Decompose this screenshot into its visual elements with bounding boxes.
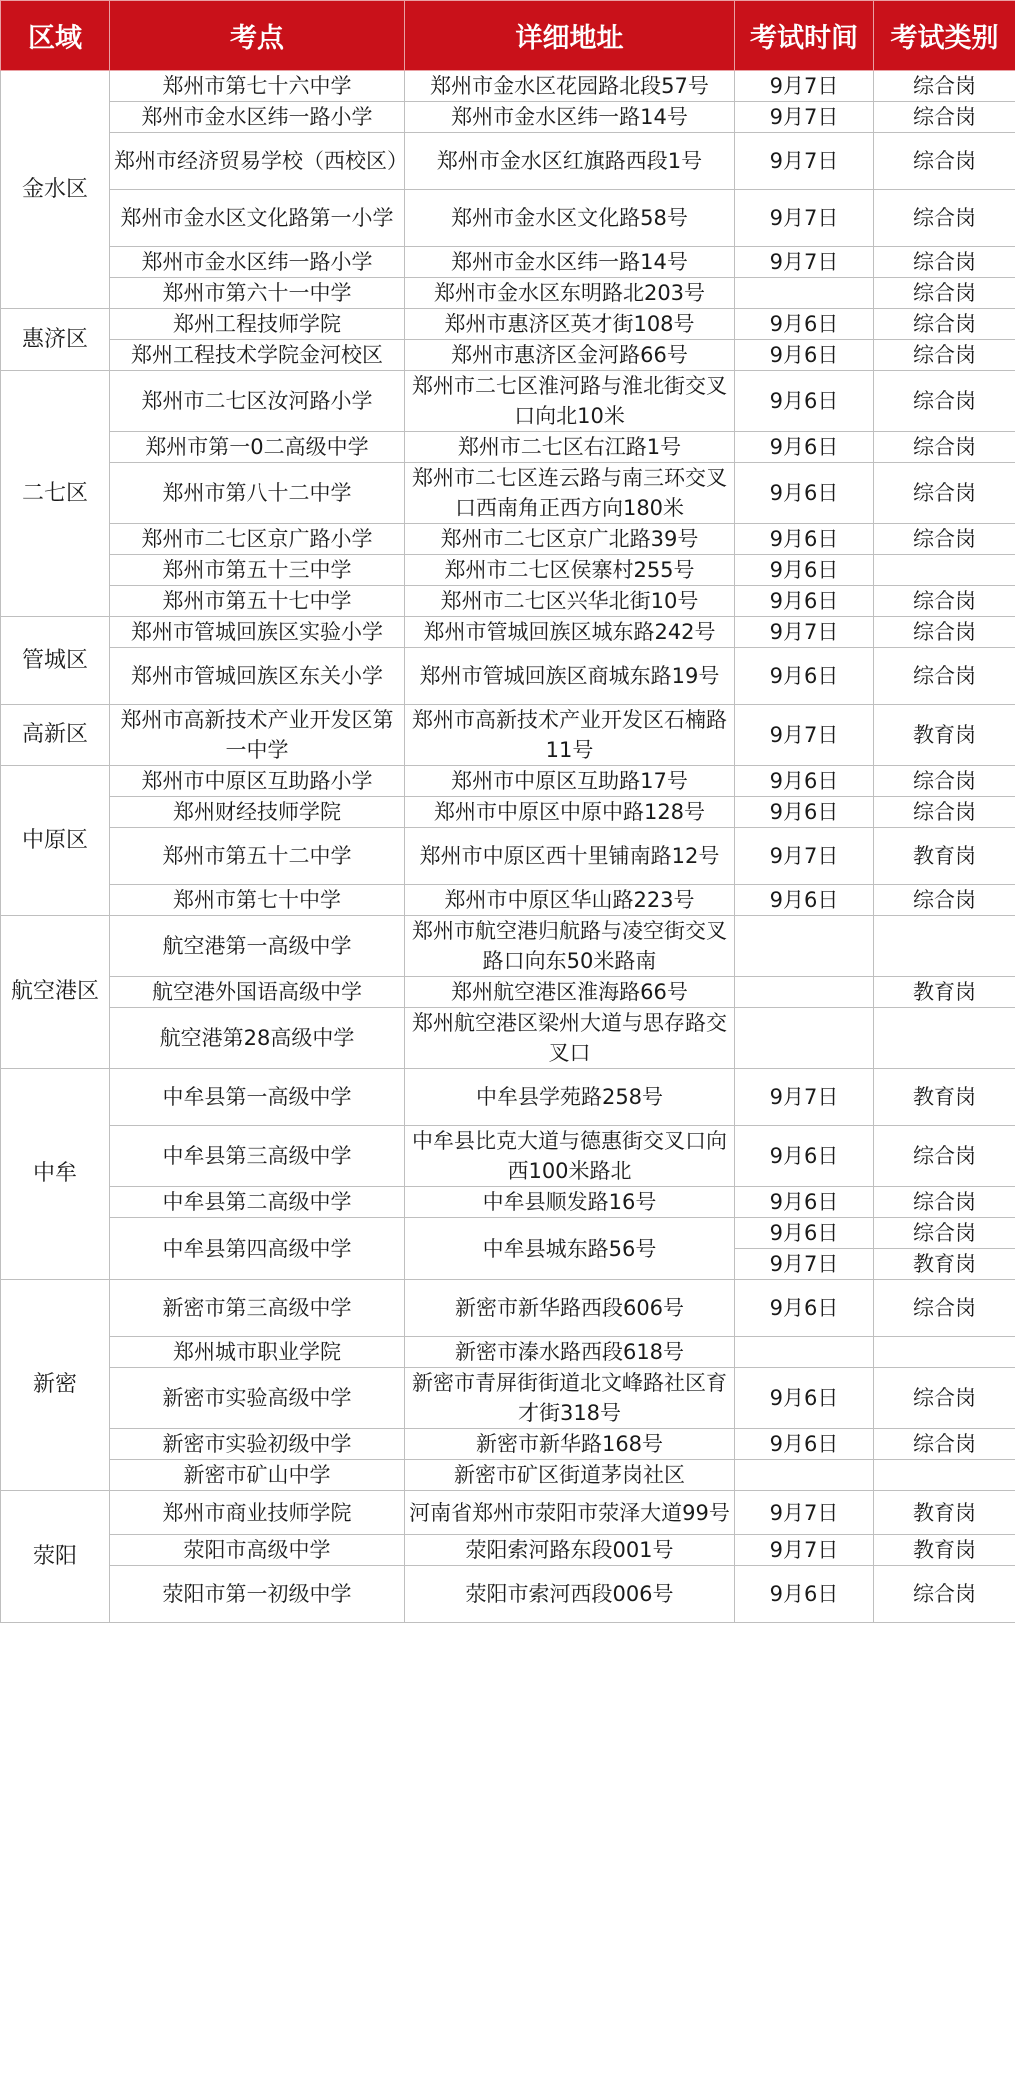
time-cell: 9月6日 <box>735 1429 874 1460</box>
address-cell: 郑州市二七区淮河路与淮北街交叉口向北10米 <box>405 371 735 432</box>
table-row <box>1 102 1015 133</box>
address-cell: 郑州市二七区京广北路39号 <box>405 524 735 555</box>
time-cell <box>735 1008 874 1069</box>
type-cell: 综合岗 <box>874 190 1015 247</box>
table-row <box>1 1368 1015 1429</box>
table-row <box>1 71 1015 102</box>
time-cell: 9月7日 <box>735 828 874 885</box>
type-cell: 综合岗 <box>874 1368 1015 1429</box>
time-cell <box>735 1460 874 1491</box>
type-cell: 教育岗 <box>874 1069 1015 1126</box>
site-cell: 航空港第28高级中学 <box>110 1008 405 1069</box>
address-cell: 郑州市二七区侯寨村255号 <box>405 555 735 586</box>
site-cell: 郑州市金水区纬一路小学 <box>110 247 405 278</box>
time-cell: 9月7日 <box>735 1535 874 1566</box>
address-cell: 新密市矿区街道茅岗社区 <box>405 1460 735 1491</box>
time-cell: 9月7日 <box>735 133 874 190</box>
site-cell: 郑州市高新技术产业开发区第一中学 <box>110 705 405 766</box>
header-region: 区域 <box>1 1 110 71</box>
address-cell: 郑州市金水区花园路北段57号 <box>405 71 735 102</box>
address-cell: 郑州市航空港归航路与凌空街交叉路口向东50米路南 <box>405 916 735 977</box>
address-cell: 郑州航空港区淮海路66号 <box>405 977 735 1008</box>
site-cell: 郑州市经济贸易学校（西校区） <box>110 133 405 190</box>
time-cell: 9月7日 <box>735 617 874 648</box>
table-row <box>1 797 1015 828</box>
region-cell: 惠济区 <box>1 309 110 371</box>
address-cell: 郑州市金水区红旗路西段1号 <box>405 133 735 190</box>
table-row <box>1 648 1015 705</box>
address-cell: 郑州市二七区兴华北街10号 <box>405 586 735 617</box>
time-cell: 9月6日 <box>735 1368 874 1429</box>
type-cell: 教育岗 <box>874 977 1015 1008</box>
type-cell: 综合岗 <box>874 648 1015 705</box>
type-cell: 综合岗 <box>874 797 1015 828</box>
table-row <box>1 371 1015 432</box>
time-cell: 9月6日 <box>735 648 874 705</box>
type-cell: 综合岗 <box>874 1187 1015 1218</box>
table-row <box>1 1566 1015 1623</box>
site-cell: 中牟县第四高级中学 <box>110 1218 405 1280</box>
table-row <box>1 1280 1015 1337</box>
time-cell: 9月7日 <box>735 102 874 133</box>
region-cell: 高新区 <box>1 705 110 766</box>
address-cell: 新密市青屏街街道北文峰路社区育才街318号 <box>405 1368 735 1429</box>
type-cell: 综合岗 <box>874 133 1015 190</box>
address-cell: 郑州市中原区华山路223号 <box>405 885 735 916</box>
site-cell: 郑州市第七十中学 <box>110 885 405 916</box>
site-cell: 郑州市中原区互助路小学 <box>110 766 405 797</box>
region-cell: 金水区 <box>1 71 110 309</box>
time-cell: 9月6日 <box>735 797 874 828</box>
table-row <box>1 278 1015 309</box>
header-row <box>1 1 1015 71</box>
address-cell: 郑州市惠济区金河路66号 <box>405 340 735 371</box>
table-row <box>1 524 1015 555</box>
region-cell: 荥阳 <box>1 1491 110 1623</box>
site-cell: 郑州市二七区京广路小学 <box>110 524 405 555</box>
site-cell: 新密市实验初级中学 <box>110 1429 405 1460</box>
region-cell: 中原区 <box>1 766 110 916</box>
address-cell: 中牟县比克大道与德惠街交叉口向西100米路北 <box>405 1126 735 1187</box>
time-cell: 9月6日 <box>735 371 874 432</box>
time-cell: 9月7日 <box>735 247 874 278</box>
region-cell: 航空港区 <box>1 916 110 1069</box>
type-cell: 综合岗 <box>874 71 1015 102</box>
type-cell: 综合岗 <box>874 247 1015 278</box>
time-cell: 9月7日 <box>735 1069 874 1126</box>
site-cell: 荥阳市高级中学 <box>110 1535 405 1566</box>
type-cell: 综合岗 <box>874 617 1015 648</box>
time-cell <box>735 278 874 309</box>
site-cell: 郑州财经技师学院 <box>110 797 405 828</box>
time-cell <box>735 916 874 977</box>
table-row <box>1 885 1015 916</box>
type-cell: 综合岗 <box>874 340 1015 371</box>
address-cell: 郑州市金水区纬一路14号 <box>405 247 735 278</box>
time-cell: 9月7日 <box>735 705 874 766</box>
time-cell: 9月6日 <box>735 432 874 463</box>
site-cell: 郑州城市职业学院 <box>110 1337 405 1368</box>
site-cell: 航空港外国语高级中学 <box>110 977 405 1008</box>
type-cell: 综合岗 <box>874 371 1015 432</box>
address-cell: 河南省郑州市荥阳市荥泽大道99号 <box>405 1491 735 1535</box>
type-cell: 综合岗 <box>874 309 1015 340</box>
site-cell: 郑州市管城回族区东关小学 <box>110 648 405 705</box>
header-site: 考点 <box>110 1 405 71</box>
type-cell <box>874 555 1015 586</box>
table-row <box>1 1337 1015 1368</box>
time-cell: 9月6日 <box>735 1566 874 1623</box>
type-cell <box>874 916 1015 977</box>
site-cell: 中牟县第一高级中学 <box>110 1069 405 1126</box>
site-cell: 郑州市管城回族区实验小学 <box>110 617 405 648</box>
table-row <box>1 617 1015 648</box>
time-cell: 9月6日 <box>735 1126 874 1187</box>
type-cell: 教育岗 <box>874 1535 1015 1566</box>
site-cell: 郑州市金水区纬一路小学 <box>110 102 405 133</box>
table-body <box>1 71 1015 1623</box>
address-cell: 郑州市金水区东明路北203号 <box>405 278 735 309</box>
table-row <box>1 463 1015 524</box>
address-cell: 新密市溱水路西段618号 <box>405 1337 735 1368</box>
type-cell <box>874 1337 1015 1368</box>
site-cell: 郑州市商业技师学院 <box>110 1491 405 1535</box>
type-cell: 综合岗 <box>874 1280 1015 1337</box>
site-cell: 郑州市第八十二中学 <box>110 463 405 524</box>
type-cell: 综合岗 <box>874 1566 1015 1623</box>
table-row <box>1 1491 1015 1535</box>
table-row <box>1 705 1015 766</box>
time-cell: 9月7日 <box>735 71 874 102</box>
table-row <box>1 1069 1015 1126</box>
type-cell <box>874 1008 1015 1069</box>
address-cell: 中牟县顺发路16号 <box>405 1187 735 1218</box>
time-cell <box>735 1337 874 1368</box>
address-cell: 郑州市二七区右江路1号 <box>405 432 735 463</box>
address-cell: 郑州市惠济区英才街108号 <box>405 309 735 340</box>
site-cell: 郑州市金水区文化路第一小学 <box>110 190 405 247</box>
type-cell: 综合岗 <box>874 1218 1015 1249</box>
address-cell: 中牟县城东路56号 <box>405 1218 735 1280</box>
time-cell <box>735 977 874 1008</box>
site-cell: 郑州工程技师学院 <box>110 309 405 340</box>
site-cell: 郑州工程技术学院金河校区 <box>110 340 405 371</box>
address-cell: 中牟县学苑路258号 <box>405 1069 735 1126</box>
address-cell: 郑州市管城回族区商城东路19号 <box>405 648 735 705</box>
table-row <box>1 1187 1015 1218</box>
table-row <box>1 1008 1015 1069</box>
address-cell: 郑州航空港区梁州大道与思存路交叉口 <box>405 1008 735 1069</box>
site-cell: 新密市矿山中学 <box>110 1460 405 1491</box>
type-cell: 综合岗 <box>874 524 1015 555</box>
site-cell: 郑州市第一0二高级中学 <box>110 432 405 463</box>
region-cell: 新密 <box>1 1280 110 1491</box>
type-cell: 综合岗 <box>874 432 1015 463</box>
site-cell: 郑州市第五十三中学 <box>110 555 405 586</box>
address-cell: 郑州市管城回族区城东路242号 <box>405 617 735 648</box>
address-cell: 新密市新华路西段606号 <box>405 1280 735 1337</box>
time-cell: 9月6日 <box>735 524 874 555</box>
address-cell: 新密市新华路168号 <box>405 1429 735 1460</box>
table-header <box>1 1 1015 71</box>
table-row <box>1 828 1015 885</box>
time-cell: 9月6日 <box>735 340 874 371</box>
time-cell: 9月7日 <box>735 1249 874 1280</box>
table-row <box>1 247 1015 278</box>
table-row <box>1 309 1015 340</box>
table-row <box>1 432 1015 463</box>
type-cell: 综合岗 <box>874 102 1015 133</box>
address-cell: 郑州市高新技术产业开发区石楠路11号 <box>405 705 735 766</box>
table-row <box>1 1535 1015 1566</box>
address-cell: 郑州市二七区连云路与南三环交叉口西南角正西方向180米 <box>405 463 735 524</box>
type-cell: 教育岗 <box>874 828 1015 885</box>
address-cell: 郑州市中原区互助路17号 <box>405 766 735 797</box>
header-time: 考试时间 <box>735 1 874 71</box>
table-row <box>1 340 1015 371</box>
site-cell: 中牟县第三高级中学 <box>110 1126 405 1187</box>
table-row <box>1 1218 1015 1249</box>
site-cell: 新密市第三高级中学 <box>110 1280 405 1337</box>
table-row <box>1 977 1015 1008</box>
table-row <box>1 190 1015 247</box>
address-cell: 郑州市金水区纬一路14号 <box>405 102 735 133</box>
time-cell: 9月6日 <box>735 766 874 797</box>
type-cell: 综合岗 <box>874 1126 1015 1187</box>
table-row <box>1 586 1015 617</box>
site-cell: 郑州市第五十二中学 <box>110 828 405 885</box>
table-row <box>1 1429 1015 1460</box>
time-cell: 9月7日 <box>735 1491 874 1535</box>
type-cell: 综合岗 <box>874 278 1015 309</box>
table-row <box>1 555 1015 586</box>
header-type: 考试类别 <box>874 1 1015 71</box>
site-cell: 中牟县第二高级中学 <box>110 1187 405 1218</box>
address-cell: 荥阳市索河西段006号 <box>405 1566 735 1623</box>
type-cell: 综合岗 <box>874 463 1015 524</box>
table-row <box>1 1460 1015 1491</box>
table-row <box>1 1126 1015 1187</box>
type-cell: 综合岗 <box>874 1429 1015 1460</box>
region-cell: 管城区 <box>1 617 110 705</box>
time-cell: 9月6日 <box>735 309 874 340</box>
site-cell: 荥阳市第一初级中学 <box>110 1566 405 1623</box>
table-row <box>1 766 1015 797</box>
address-cell: 郑州市中原区中原中路128号 <box>405 797 735 828</box>
site-cell: 郑州市第五十七中学 <box>110 586 405 617</box>
site-cell: 新密市实验高级中学 <box>110 1368 405 1429</box>
time-cell: 9月6日 <box>735 555 874 586</box>
type-cell: 综合岗 <box>874 586 1015 617</box>
site-cell: 航空港第一高级中学 <box>110 916 405 977</box>
type-cell: 综合岗 <box>874 885 1015 916</box>
site-cell: 郑州市二七区汝河路小学 <box>110 371 405 432</box>
address-cell: 郑州市中原区西十里铺南路12号 <box>405 828 735 885</box>
header-address: 详细地址 <box>405 1 735 71</box>
site-cell: 郑州市第七十六中学 <box>110 71 405 102</box>
table-row <box>1 133 1015 190</box>
type-cell: 教育岗 <box>874 1249 1015 1280</box>
table-row <box>1 916 1015 977</box>
time-cell: 9月6日 <box>735 1218 874 1249</box>
time-cell: 9月7日 <box>735 190 874 247</box>
type-cell: 综合岗 <box>874 766 1015 797</box>
site-cell: 郑州市第六十一中学 <box>110 278 405 309</box>
region-cell: 二七区 <box>1 371 110 617</box>
type-cell: 教育岗 <box>874 1491 1015 1535</box>
time-cell: 9月6日 <box>735 1280 874 1337</box>
region-cell: 中牟 <box>1 1069 110 1280</box>
time-cell: 9月6日 <box>735 885 874 916</box>
time-cell: 9月6日 <box>735 1187 874 1218</box>
address-cell: 郑州市金水区文化路58号 <box>405 190 735 247</box>
address-cell: 荥阳索河路东段001号 <box>405 1535 735 1566</box>
type-cell: 教育岗 <box>874 705 1015 766</box>
type-cell <box>874 1460 1015 1491</box>
time-cell: 9月6日 <box>735 463 874 524</box>
time-cell: 9月6日 <box>735 586 874 617</box>
